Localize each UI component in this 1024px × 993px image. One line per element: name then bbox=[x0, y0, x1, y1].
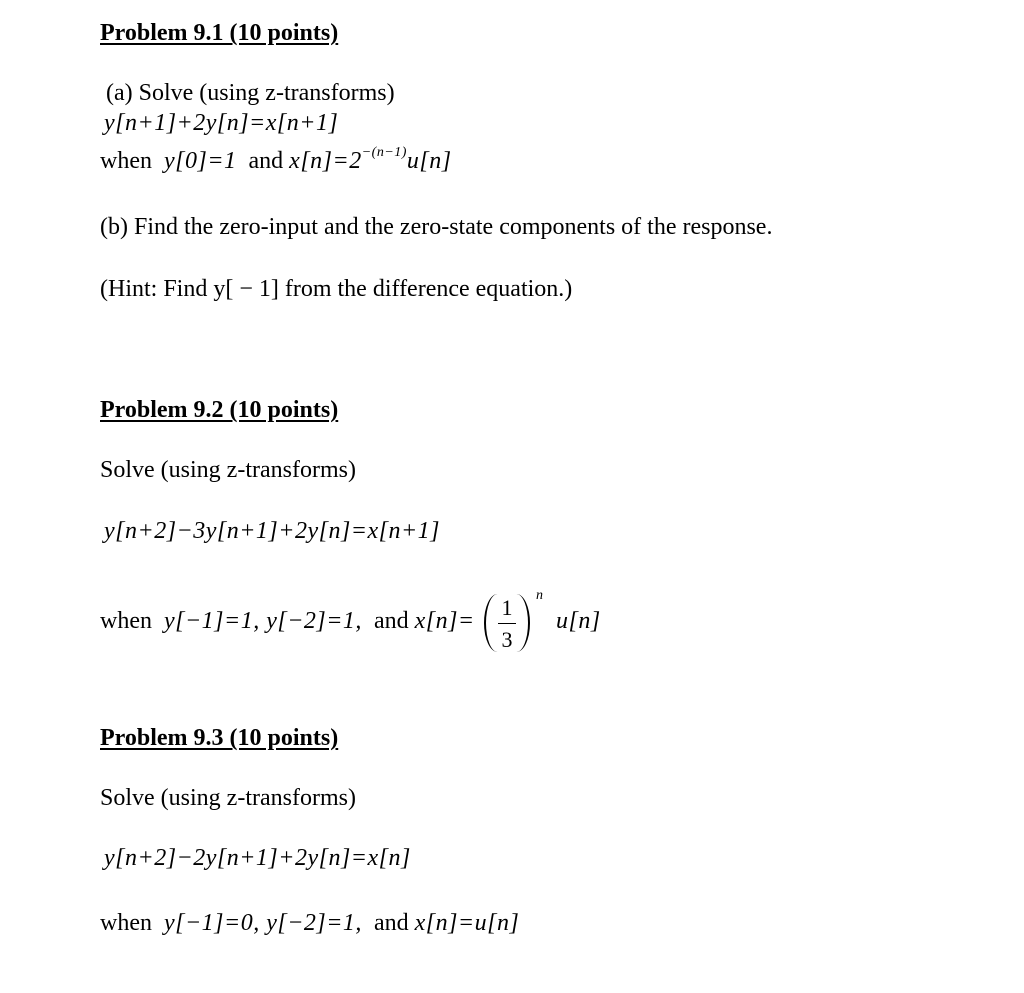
when-label: when bbox=[100, 608, 152, 634]
problem-9-2-intro: Solve (using z-transforms) bbox=[100, 457, 356, 483]
problem-9-1-conditions bbox=[100, 146, 452, 176]
problem-9-1-part-a: (a) Solve (using z-transforms) bbox=[106, 80, 395, 106]
initial-condition: y[0]=1 bbox=[163, 148, 237, 174]
problem-9-3-equation: y[n+2]−2y[n+1]+2y[n]=x[n] bbox=[104, 845, 411, 871]
problem-9-2-equation: y[n+2]−3y[n+1]+2y[n]=x[n+1] bbox=[104, 518, 440, 544]
and-label: and bbox=[248, 148, 284, 174]
problem-9-1-equation: y[n+1]+2y[n]=x[n+1] bbox=[104, 110, 339, 136]
input-signal: x[n]=u[n] bbox=[414, 910, 520, 936]
problem-9-1-heading: Problem 9.1 (10 points) bbox=[100, 20, 339, 46]
when-label: when bbox=[100, 910, 152, 936]
problem-9-2-step: u[n] bbox=[556, 608, 601, 634]
fraction-numerator: 1 bbox=[501, 595, 513, 620]
when-label: when bbox=[100, 148, 152, 174]
fraction-bar bbox=[498, 623, 516, 624]
initial-conditions: y[−1]=0, y[−2]=1, bbox=[163, 910, 362, 936]
problem-9-2-conditions bbox=[100, 606, 475, 636]
problem-9-1-part-b: (b) Find the zero-input and the zero-state components of the response. bbox=[100, 214, 773, 240]
fraction-exponent: n bbox=[536, 588, 543, 603]
input-signal-base: x[n]=2 bbox=[289, 148, 362, 174]
input-signal-lhs: x[n]= bbox=[414, 608, 475, 634]
and-label: and bbox=[373, 608, 409, 634]
initial-conditions: y[−1]=1, y[−2]=1, bbox=[163, 608, 362, 634]
problem-9-2-heading: Problem 9.2 (10 points) bbox=[100, 397, 339, 423]
and-label: and bbox=[373, 910, 409, 936]
problem-9-3-intro: Solve (using z-transforms) bbox=[100, 785, 356, 811]
problem-9-3-heading: Problem 9.3 (10 points) bbox=[100, 725, 339, 751]
right-paren bbox=[516, 594, 530, 652]
fraction-one-third-power-n bbox=[484, 588, 544, 658]
input-signal bbox=[289, 145, 452, 174]
input-signal-step: u[n] bbox=[406, 148, 452, 174]
fraction-denominator: 3 bbox=[501, 627, 513, 652]
input-signal-exponent: −(n−1) bbox=[361, 145, 407, 160]
problem-9-3-conditions bbox=[100, 908, 519, 938]
problem-9-1-hint: (Hint: Find y[ − 1] from the difference equation.) bbox=[100, 276, 573, 302]
